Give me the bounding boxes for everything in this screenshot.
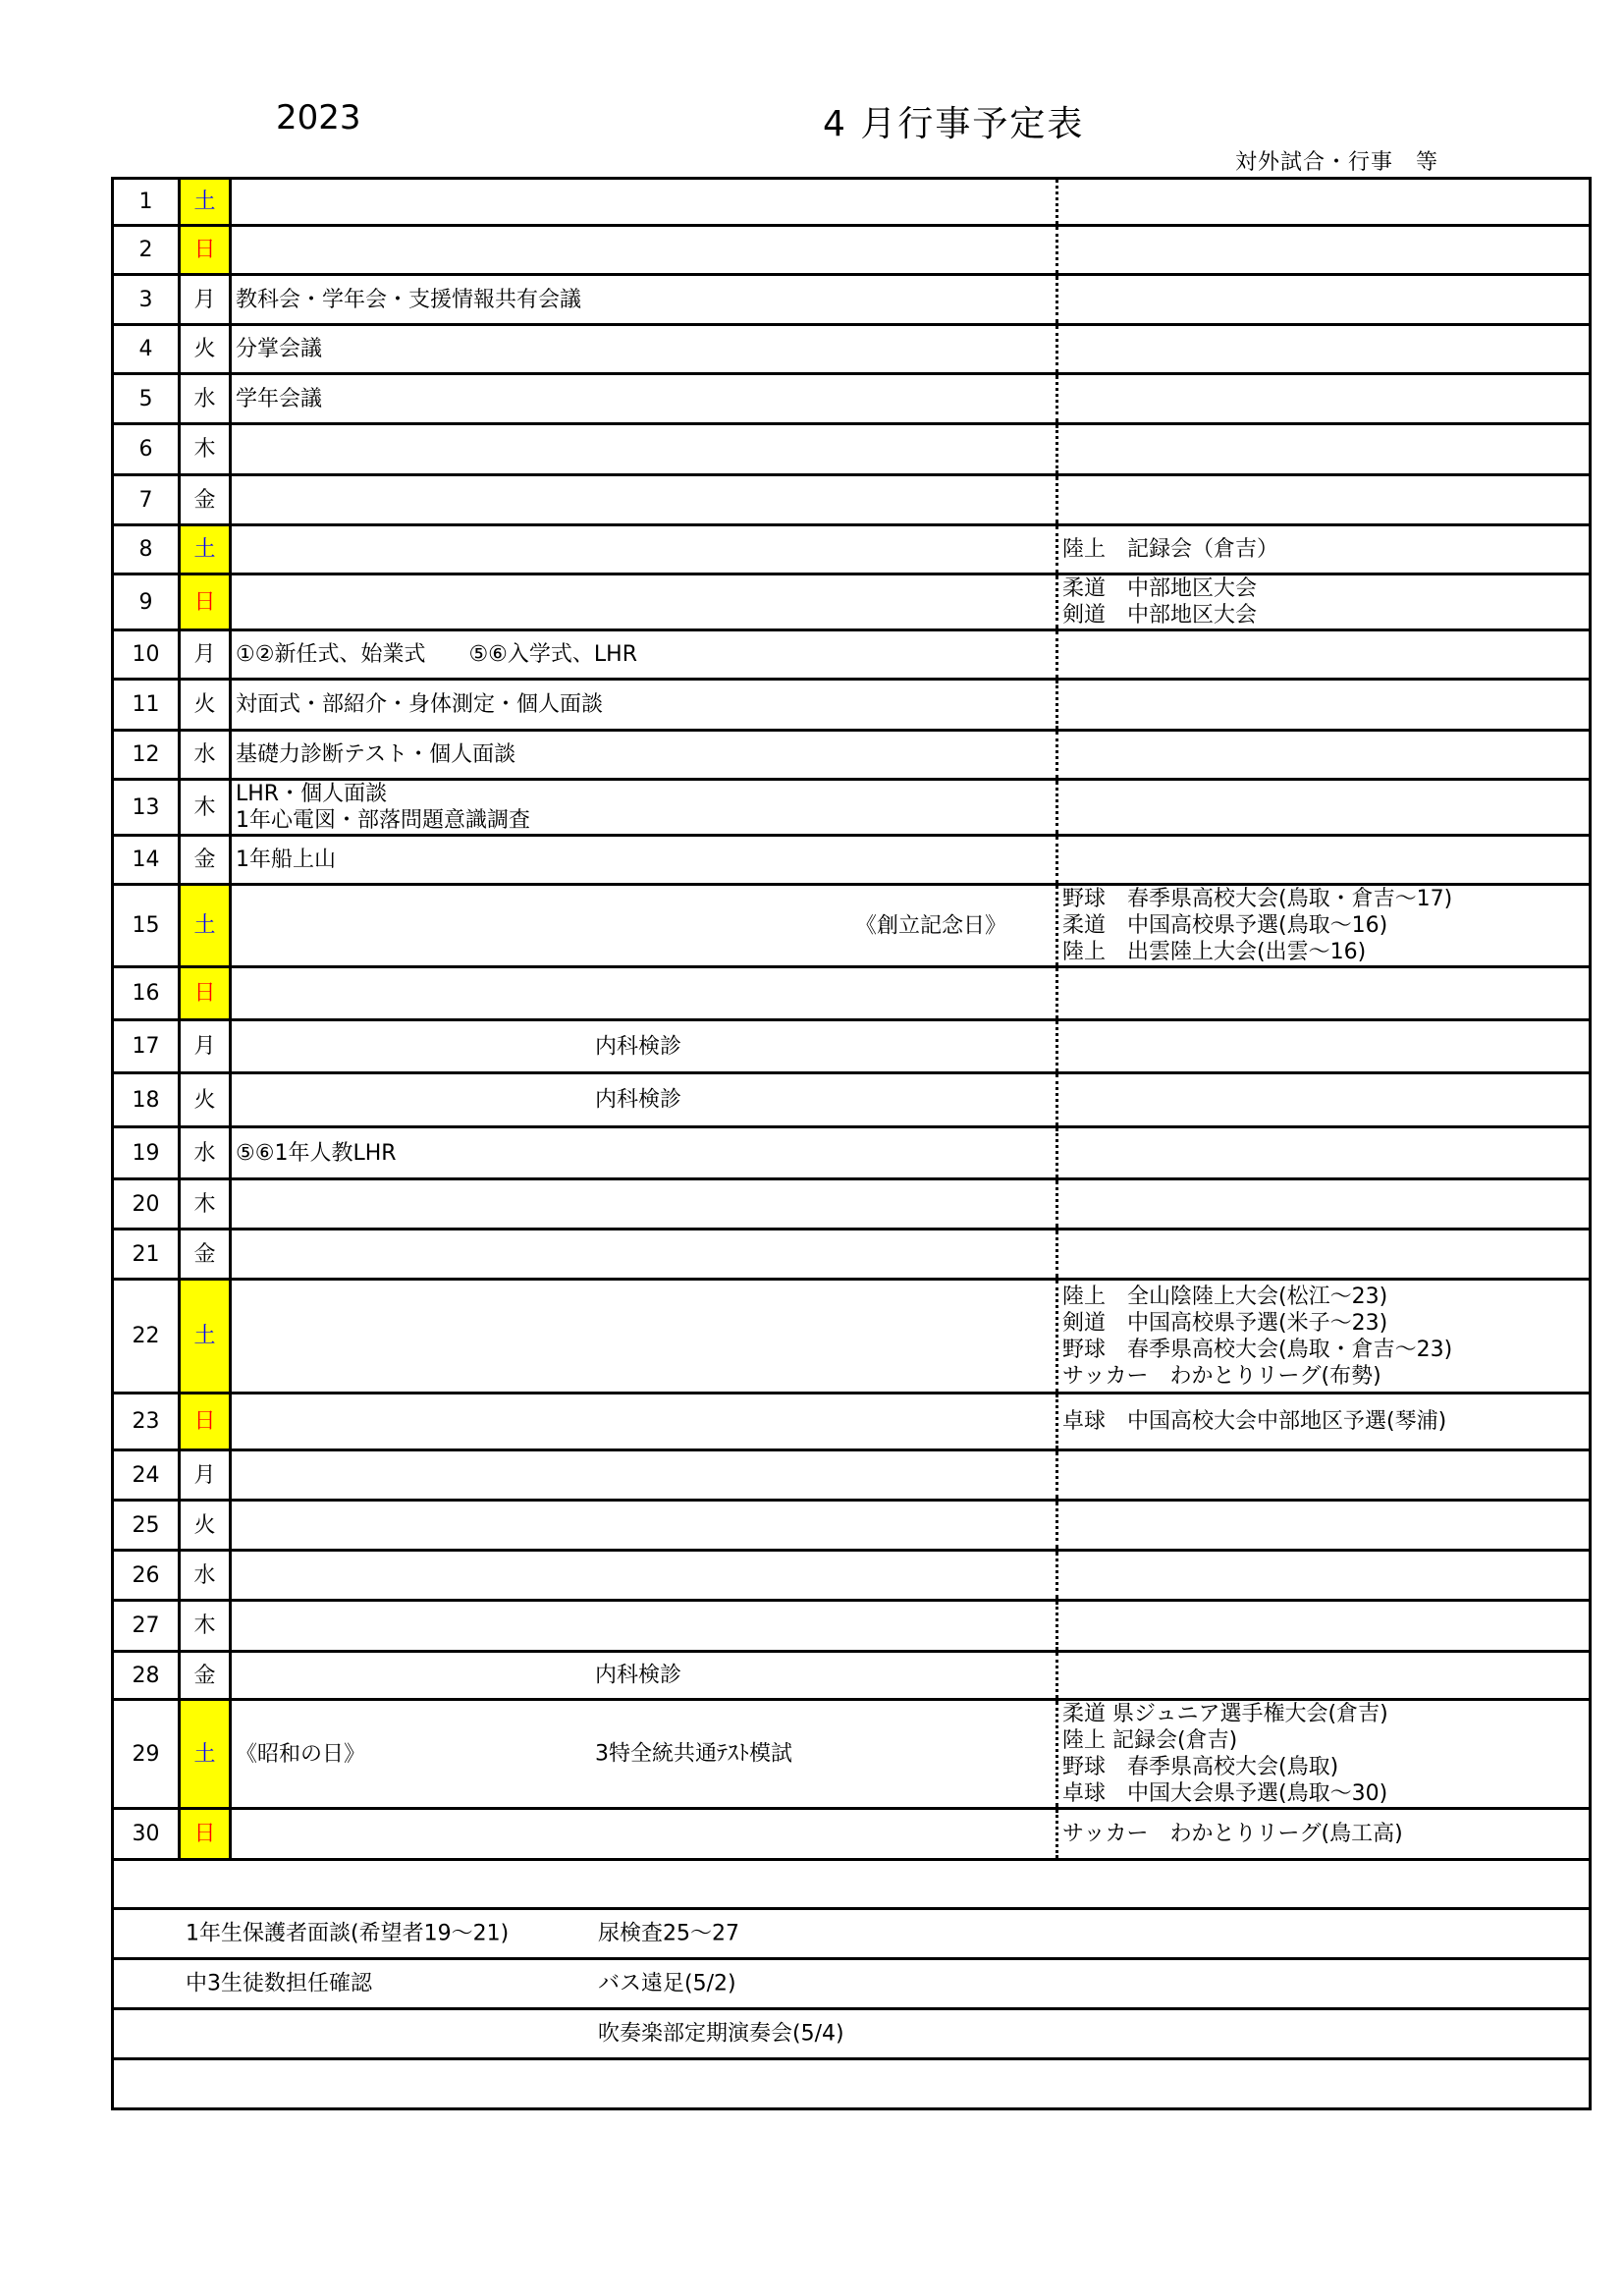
external-event: サッカー わかとりリーグ(布勢) (1062, 1363, 1381, 1389)
external-event: 柔道 中国高校県予選(鳥取～16) (1062, 913, 1388, 938)
day-number: 24 (113, 1450, 180, 1501)
school-events-cell (231, 226, 1057, 275)
day-row (113, 574, 1591, 630)
day-of-week: 月 (180, 275, 231, 325)
external-events-cell (1057, 179, 1591, 226)
footer-cell (113, 1909, 1591, 1959)
external-events-cell (1057, 1073, 1591, 1127)
school-event-secondary: 内科検診 (595, 1663, 682, 1688)
footer-note-right: 尿検査25～27 (598, 1921, 739, 1946)
external-event: 陸上 出雲陸上大会(出雲～16) (1062, 940, 1367, 964)
day-number: 23 (113, 1394, 180, 1450)
day-of-week: 月 (180, 1450, 231, 1501)
external-events-cell (1057, 1551, 1591, 1601)
day-of-week: 火 (180, 1073, 231, 1127)
footer-row (113, 2059, 1591, 2109)
day-number: 22 (113, 1280, 180, 1394)
day-of-week: 土 (180, 1280, 231, 1394)
external-events-cell (1057, 967, 1591, 1020)
school-event: 1年船上山 (236, 847, 336, 872)
day-of-week: 水 (180, 374, 231, 424)
external-event: 陸上 全山陰陸上大会(松江～23) (1062, 1284, 1388, 1309)
external-events-cell (1057, 1501, 1591, 1551)
external-events-cell (1057, 424, 1591, 475)
external-events-cell (1057, 1020, 1591, 1073)
external-event: 野球 春季県高校大会(鳥取・倉吉～17) (1062, 887, 1453, 911)
external-event: 剣道 中国高校県予選(米子～23) (1062, 1310, 1388, 1336)
school-events-cell (231, 1809, 1057, 1860)
day-number: 14 (113, 836, 180, 885)
external-events-cell (1057, 475, 1591, 525)
day-row (113, 1179, 1591, 1230)
external-events-cell (1057, 885, 1591, 967)
day-of-week: 水 (180, 731, 231, 780)
footer-row (113, 2009, 1591, 2059)
day-number: 16 (113, 967, 180, 1020)
day-row (113, 374, 1591, 424)
external-events-cell (1057, 731, 1591, 780)
holiday-note: 《創立記念日》 (854, 913, 1006, 938)
external-column-label: 対外試合・行事 等 (1235, 150, 1439, 175)
school-event: 基礎力診断テスト・個人面談 (236, 742, 516, 767)
external-event: 卓球 中国高校大会中部地区予選(琴浦) (1062, 1409, 1447, 1434)
external-events-cell (1057, 680, 1591, 731)
school-events-cell (231, 1394, 1057, 1450)
day-number: 8 (113, 525, 180, 574)
day-row (113, 1230, 1591, 1280)
day-row (113, 179, 1591, 226)
day-number: 15 (113, 885, 180, 967)
school-events-cell (231, 1551, 1057, 1601)
school-event-secondary: 内科検診 (595, 1087, 682, 1113)
school-event: 学年会議 (236, 386, 323, 411)
external-event: 陸上 記録会(倉吉) (1062, 1728, 1238, 1753)
day-number: 12 (113, 731, 180, 780)
school-event: 分掌会議 (236, 337, 323, 361)
school-events-cell (231, 780, 1057, 836)
day-of-week: 木 (180, 1601, 231, 1652)
day-of-week: 金 (180, 475, 231, 525)
footer-note-left: 中3生徒数担任確認 (186, 1971, 372, 1996)
day-number: 10 (113, 630, 180, 680)
day-row (113, 1501, 1591, 1551)
school-events-cell (231, 574, 1057, 630)
school-events-cell (231, 1450, 1057, 1501)
school-events-cell (231, 374, 1057, 424)
day-row (113, 780, 1591, 836)
day-number: 20 (113, 1179, 180, 1230)
day-of-week: 木 (180, 780, 231, 836)
day-number: 4 (113, 325, 180, 374)
day-of-week: 水 (180, 1127, 231, 1179)
day-of-week: 金 (180, 1230, 231, 1280)
school-events-cell (231, 680, 1057, 731)
day-row (113, 275, 1591, 325)
day-number: 11 (113, 680, 180, 731)
day-number: 13 (113, 780, 180, 836)
day-number: 27 (113, 1601, 180, 1652)
day-number: 6 (113, 424, 180, 475)
day-number: 25 (113, 1501, 180, 1551)
external-event: 野球 春季県高校大会(鳥取・倉吉～23) (1062, 1337, 1453, 1362)
school-event-secondary: 内科検診 (595, 1034, 682, 1059)
external-event: 剣道 中部地区大会 (1062, 603, 1258, 628)
school-events-cell (231, 731, 1057, 780)
external-event: 陸上 記録会（倉吉） (1062, 537, 1279, 562)
external-events-cell (1057, 1179, 1591, 1230)
day-row (113, 325, 1591, 374)
external-events-cell (1057, 836, 1591, 885)
school-events-cell (231, 1127, 1057, 1179)
schedule-table (111, 177, 1592, 2110)
day-number: 7 (113, 475, 180, 525)
day-of-week: 火 (180, 680, 231, 731)
external-events-cell (1057, 780, 1591, 836)
day-number: 30 (113, 1809, 180, 1860)
school-events-cell (231, 836, 1057, 885)
day-row (113, 1652, 1591, 1700)
day-row (113, 967, 1591, 1020)
day-of-week: 月 (180, 630, 231, 680)
day-of-week: 木 (180, 1179, 231, 1230)
school-events-cell (231, 1179, 1057, 1230)
external-event: 野球 春季県高校大会(鳥取) (1062, 1755, 1339, 1779)
school-events-cell (231, 275, 1057, 325)
external-events-cell (1057, 1450, 1591, 1501)
external-events-cell (1057, 525, 1591, 574)
external-events-cell (1057, 630, 1591, 680)
day-row (113, 1280, 1591, 1394)
day-of-week: 水 (180, 1551, 231, 1601)
day-of-week: 土 (180, 525, 231, 574)
day-of-week: 土 (180, 885, 231, 967)
day-of-week: 日 (180, 574, 231, 630)
school-events-cell (231, 630, 1057, 680)
external-event: 柔道 県ジュニア選手権大会(倉吉) (1062, 1702, 1388, 1726)
day-row (113, 1601, 1591, 1652)
day-of-week: 日 (180, 1809, 231, 1860)
school-events-cell (231, 179, 1057, 226)
day-of-week: 金 (180, 1652, 231, 1700)
footer-row (113, 1909, 1591, 1959)
day-number: 1 (113, 179, 180, 226)
school-events-cell (231, 1230, 1057, 1280)
school-events-cell (231, 1652, 1057, 1700)
footer-note-left: 1年生保護者面談(希望者19～21) (186, 1921, 510, 1946)
school-event: 教科会・学年会・支援情報共有会議 (236, 287, 582, 312)
day-row (113, 525, 1591, 574)
school-events-cell (231, 1280, 1057, 1394)
footer-note-right: 吹奏楽部定期演奏会(5/4) (598, 2021, 844, 2047)
school-event: ⑤⑥1年人教LHR (236, 1140, 397, 1166)
external-events-cell (1057, 1652, 1591, 1700)
day-number: 3 (113, 275, 180, 325)
day-row (113, 1551, 1591, 1601)
day-number: 28 (113, 1652, 180, 1700)
school-events-cell (231, 1501, 1057, 1551)
day-number: 17 (113, 1020, 180, 1073)
external-events-cell (1057, 1127, 1591, 1179)
external-events-cell (1057, 574, 1591, 630)
day-of-week: 月 (180, 1020, 231, 1073)
school-events-cell (231, 967, 1057, 1020)
day-row (113, 424, 1591, 475)
external-events-cell (1057, 1700, 1591, 1809)
footer-cell (113, 2059, 1591, 2109)
school-event: ①②新任式、始業式 ⑤⑥入学式、LHR (236, 642, 637, 667)
day-of-week: 日 (180, 967, 231, 1020)
day-row (113, 885, 1591, 967)
school-events-cell (231, 1020, 1057, 1073)
day-row (113, 1450, 1591, 1501)
day-of-week: 土 (180, 1700, 231, 1809)
day-of-week: 木 (180, 424, 231, 475)
page-title: 4 月行事予定表 (823, 104, 1085, 144)
footer-row (113, 1959, 1591, 2009)
day-of-week: 火 (180, 325, 231, 374)
footer-note-right: バス遠足(5/2) (598, 1971, 736, 1996)
day-row (113, 1809, 1591, 1860)
external-events-cell (1057, 374, 1591, 424)
day-of-week: 日 (180, 1394, 231, 1450)
day-row (113, 1073, 1591, 1127)
external-events-cell (1057, 275, 1591, 325)
school-events-cell (231, 885, 1057, 967)
footer-row (113, 1860, 1591, 1909)
external-event: 卓球 中国大会県予選(鳥取～30) (1062, 1781, 1388, 1806)
day-of-week: 金 (180, 836, 231, 885)
day-number: 19 (113, 1127, 180, 1179)
school-event-secondary: 3特全統共通ﾃｽﾄ模試 (595, 1741, 792, 1767)
day-row (113, 630, 1591, 680)
school-event: 対面式・部紹介・身体測定・個人面談 (236, 692, 604, 717)
external-events-cell (1057, 1601, 1591, 1652)
external-event: 柔道 中部地区大会 (1062, 576, 1258, 601)
day-number: 29 (113, 1700, 180, 1809)
external-events-cell (1057, 226, 1591, 275)
day-row (113, 1020, 1591, 1073)
day-row (113, 731, 1591, 780)
school-event: LHR・個人面談 (236, 782, 388, 806)
footer-cell (113, 2009, 1591, 2059)
day-number: 5 (113, 374, 180, 424)
day-row (113, 226, 1591, 275)
school-events-cell (231, 525, 1057, 574)
external-events-cell (1057, 1280, 1591, 1394)
day-number: 18 (113, 1073, 180, 1127)
day-of-week: 土 (180, 179, 231, 226)
day-of-week: 火 (180, 1501, 231, 1551)
day-row (113, 1394, 1591, 1450)
school-events-cell (231, 1073, 1057, 1127)
day-row (113, 680, 1591, 731)
day-number: 21 (113, 1230, 180, 1280)
school-event: 《昭和の日》 (236, 1741, 366, 1767)
school-event: 1年心電図・部落問題意識調査 (236, 808, 530, 833)
external-event: サッカー わかとりリーグ(鳥工高) (1062, 1822, 1403, 1846)
school-events-cell (231, 424, 1057, 475)
day-row (113, 1127, 1591, 1179)
external-events-cell (1057, 1230, 1591, 1280)
footer-cell (113, 1959, 1591, 2009)
day-of-week: 日 (180, 226, 231, 275)
school-events-cell (231, 1700, 1057, 1809)
school-events-cell (231, 325, 1057, 374)
external-events-cell (1057, 1394, 1591, 1450)
external-events-cell (1057, 1809, 1591, 1860)
day-number: 26 (113, 1551, 180, 1601)
external-events-cell (1057, 325, 1591, 374)
day-row (113, 475, 1591, 525)
day-row (113, 836, 1591, 885)
school-events-cell (231, 475, 1057, 525)
footer-cell (113, 1860, 1591, 1909)
school-events-cell (231, 1601, 1057, 1652)
day-number: 2 (113, 226, 180, 275)
day-number: 9 (113, 574, 180, 630)
day-row (113, 1700, 1591, 1809)
year-label: 2023 (276, 98, 361, 137)
